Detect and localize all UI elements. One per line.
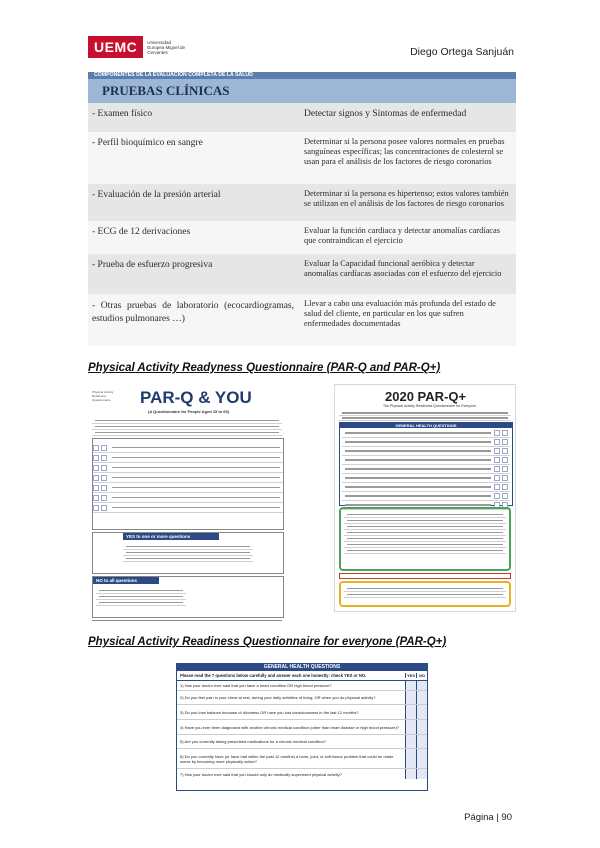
table-heading: PRUEBAS CLÍNICAS bbox=[88, 79, 516, 103]
ghq-question-row bbox=[177, 681, 427, 691]
test-purpose: Evaluar la función cardiaca y detectar anomalías cardíacas que contraindican el ejercicio bbox=[304, 226, 501, 246]
test-name: - Perfil bioquímico en sangre bbox=[92, 138, 203, 148]
clinical-tests-table bbox=[88, 72, 516, 346]
uemc-logo bbox=[88, 36, 187, 58]
ghq-yes-checkbox[interactable] bbox=[405, 705, 416, 719]
ghq-question: 2) Do you feel pain in your chest at rest, during your daily activities of living, OR when you do physical activity? bbox=[180, 695, 376, 700]
ghq-yes-checkbox[interactable] bbox=[405, 691, 416, 704]
ghq-no-checkbox[interactable] bbox=[416, 735, 427, 748]
ghq-no-checkbox[interactable] bbox=[416, 769, 427, 779]
ghq-question: 7) Has your doctor ever said that you should only do medically supervised physical activity? bbox=[180, 771, 342, 777]
ghq-yes-checkbox[interactable] bbox=[405, 681, 416, 690]
ghq-col-no: NO bbox=[416, 673, 427, 678]
ghq-question: 5) Are you currently taking prescribed medications for a chronic medical condition? bbox=[180, 739, 327, 744]
ghq-no-checkbox[interactable] bbox=[416, 691, 427, 704]
parq-subtitle: (A Questionnaire for People Aged 15 to 69) bbox=[148, 409, 230, 414]
ghq-heading: GENERAL HEALTH QUESTIONS bbox=[177, 664, 427, 671]
section-title-parq-plus: Physical Activity Readiness Questionnaire for everyone (PAR-Q+) bbox=[88, 636, 447, 648]
author-name: Diego Ortega Sanjuán bbox=[410, 46, 514, 58]
ghq-yes-checkbox[interactable] bbox=[405, 749, 416, 768]
ghq-instruction: Please read the 7 questions below carefully and answer each one honestly: check YES or NO. bbox=[180, 673, 367, 678]
ghq-no-checkbox[interactable] bbox=[416, 705, 427, 719]
page-number: Página | 90 bbox=[464, 812, 512, 823]
table-top-label: COMPONENTES DE LA EVALUACIÓN COMPLETA DE LA SALUD bbox=[88, 72, 516, 79]
parqplus-section: GENERAL HEALTH QUESTIONS bbox=[340, 423, 512, 428]
test-purpose: Determinar si la persona posee valores normales en pruebas sanguíneas específicas; las concentraciones de colesterol se usan para el análisis de los factores de riesgo coronarios bbox=[304, 137, 505, 167]
ghq-question: 1) Has your doctor ever said that you have a heart condition OR high blood pressure? bbox=[180, 683, 332, 688]
table-row bbox=[88, 184, 516, 221]
logo-mark: UEMC bbox=[88, 36, 143, 58]
table-row bbox=[88, 221, 516, 254]
parq-yes-label: YES to one or more questions bbox=[123, 533, 219, 540]
table-row bbox=[88, 294, 516, 346]
ghq-question: 6) Do you currently have (or have had within the past 12 months) a bone, joint, or soft tissue problem that could be made worse by becoming more physically active? bbox=[180, 753, 394, 764]
table-row bbox=[88, 254, 516, 294]
test-name: - Otras pruebas de laboratorio (ecocardiogramas, estudios pulmonares …) bbox=[92, 301, 294, 324]
test-name: - Evaluación de la presión arterial bbox=[92, 190, 221, 200]
parq-plus-form bbox=[334, 384, 516, 612]
ghq-yes-checkbox[interactable] bbox=[405, 735, 416, 748]
parqplus-subtitle: The Physical Activity Readiness Questionnaire for Everyone bbox=[383, 404, 476, 408]
logo-subtitle: Universidad Europea Miguel de Cervantes bbox=[147, 39, 186, 55]
ghq-yes-checkbox[interactable] bbox=[405, 769, 416, 779]
parq-you-form: Physical Activity Readiness Questionnaire PAR-Q & YOU (A Questionnaire for People Aged 15 to 69) YES to one or more questions NO to all questions bbox=[88, 382, 288, 630]
ghq-no-checkbox[interactable] bbox=[416, 681, 427, 690]
table-row bbox=[88, 132, 516, 184]
ghq-question-row bbox=[177, 735, 427, 749]
ghq-no-checkbox[interactable] bbox=[416, 749, 427, 768]
parqplus-title: 2020 PAR-Q+ bbox=[385, 389, 467, 404]
test-purpose: Llevar a cabo una evaluación más profunda del estado de salud del cliente, en particular en los que sufren enfermedades documentadas bbox=[304, 299, 496, 329]
ghq-yes-checkbox[interactable] bbox=[405, 720, 416, 734]
ghq-col-yes: YES bbox=[406, 673, 415, 678]
test-name: - Examen físico bbox=[92, 109, 153, 119]
test-name: - Prueba de esfuerzo progresiva bbox=[92, 260, 213, 270]
test-purpose: Detectar signos y Síntomas de enfermedad bbox=[304, 109, 467, 119]
general-health-questions-form bbox=[176, 663, 428, 791]
ghq-question-row bbox=[177, 705, 427, 720]
ghq-question-row bbox=[177, 691, 427, 705]
ghq-question-row bbox=[177, 720, 427, 735]
section-title-parq: Physical Activity Readyness Questionnaire (PAR-Q and PAR-Q+) bbox=[88, 362, 441, 374]
parq-title: PAR-Q & YOU bbox=[140, 388, 252, 407]
ghq-question: 3) Do you lose balance because of dizziness OR have you lost consciousness in the last 12 months? bbox=[180, 709, 359, 715]
ghq-no-checkbox[interactable] bbox=[416, 720, 427, 734]
test-purpose: Evaluar la Capacidad funcional aeróbica y detectar anomalías cardíacas asociadas con el esfuerzo del ejercicio bbox=[304, 259, 502, 279]
parq-no-label: NO to all questions bbox=[93, 577, 159, 584]
table-row bbox=[88, 103, 516, 132]
test-name: - ECG de 12 derivaciones bbox=[92, 227, 191, 237]
ghq-question: 4) Have you ever been diagnosed with another chronic medical condition (other than heart disease or high blood pressure)? bbox=[180, 724, 400, 730]
ghq-question-row bbox=[177, 749, 427, 769]
ghq-question-row bbox=[177, 769, 427, 779]
test-purpose: Determinar si la persona es hipertenso; estos valores también se utilizan en el análisis de los factores de riesgo coronarios bbox=[304, 189, 509, 209]
